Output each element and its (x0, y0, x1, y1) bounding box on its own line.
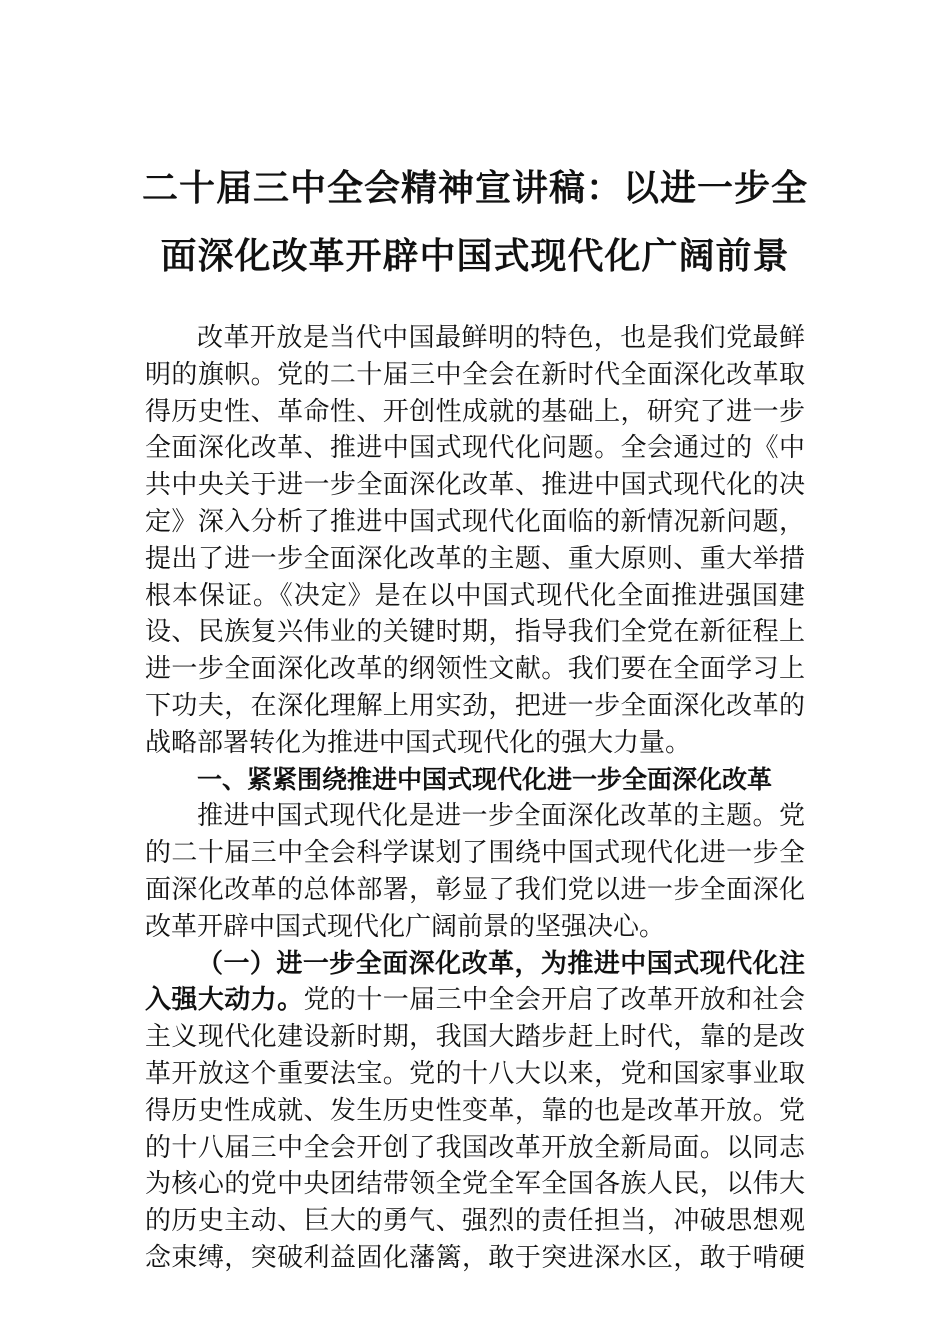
paragraph-1-line: 全面深化改革、推进中国式现代化问题。全会通过的《中 (145, 433, 805, 464)
paragraph-3-line: 的十八届三中全会开创了我国改革开放全新局面。以同志 (145, 1132, 805, 1163)
paragraph-3-line: 革开放这个重要法宝。党的十八大以来，党和国家事业取 (145, 1058, 805, 1089)
paragraph-3-line: 念束缚，突破利益固化藩篱，敢于突进深水区，敢于啃硬 (145, 1242, 805, 1273)
paragraph-3-line: 为核心的党中央团结带领全党全军全国各族人民，以伟大 (145, 1169, 805, 1200)
paragraph-3-line (145, 982, 805, 1019)
paragraph-3-line: 得历史性成就、发生历史性变革，靠的也是改革开放。党 (145, 1095, 805, 1126)
document-body (145, 320, 805, 1277)
paragraph-2-line: 的二十届三中全会科学谋划了围绕中国式现代化进一步全 (145, 838, 805, 869)
paragraph-3-line: 主义现代化建设新时期，我国大踏步赶上时代，靠的是改 (145, 1022, 805, 1053)
paragraph-1-line: 战略部署转化为推进中国式现代化的强大力量。 (145, 727, 692, 758)
paragraph-1-line: 定》深入分析了推进中国式现代化面临的新情况新问题， (145, 506, 805, 537)
subsection-heading-1-cont: 入强大动力。 (145, 985, 304, 1016)
paragraph-1-line: 共中央关于进一步全面深化改革、推进中国式现代化的决 (145, 470, 805, 501)
paragraph-1-line: 设、民族复兴伟业的关键时期，指导我们全党在新征程上 (145, 617, 805, 648)
document-title-line-2: 面深化改革开辟中国式现代化广阔前景 (160, 235, 790, 277)
paragraph-1-line: 下功夫，在深化理解上用实劲，把进一步全面深化改革的 (145, 690, 805, 721)
paragraph-1-line: 改革开放是当代中国最鲜明的特色，也是我们党最鲜 (197, 323, 805, 353)
section-heading-1: 一、紧紧围绕推进中国式现代化进一步全面深化改革 (197, 764, 773, 794)
paragraph-2-line: 面深化改革的总体部署，彰显了我们党以进一步全面深化 (145, 874, 805, 905)
paragraph-1-line: 根本保证。《决定》是在以中国式现代化全面推进强国建 (145, 580, 805, 611)
paragraph-1-line: 得历史性、革命性、开创性成就的基础上，研究了进一步 (145, 396, 805, 427)
paragraph-1-line: 明的旗帜。党的二十届三中全会在新时代全面深化改革取 (145, 359, 805, 390)
paragraph-3-text: 党的十一届三中全会开启了改革开放和社会 (303, 985, 805, 1016)
paragraph-3-line: 的历史主动、巨大的勇气、强烈的责任担当，冲破思想观 (145, 1206, 805, 1237)
paragraph-2-line: 改革开辟中国式现代化广阔前景的坚强决心。 (145, 911, 666, 942)
subsection-heading-1: （一）进一步全面深化改革，为推进中国式现代化注 (197, 948, 805, 979)
document-title-line-1: 二十届三中全会精神宣讲稿：以进一步全 (141, 167, 808, 209)
paragraph-2-line: 推进中国式现代化是进一步全面深化改革的主题。党 (197, 801, 805, 832)
paragraph-1-line: 提出了进一步全面深化改革的主题、重大原则、重大举措 (145, 543, 805, 574)
paragraph-1-line: 进一步全面深化改革的纲领性文献。我们要在全面学习上 (145, 654, 805, 685)
